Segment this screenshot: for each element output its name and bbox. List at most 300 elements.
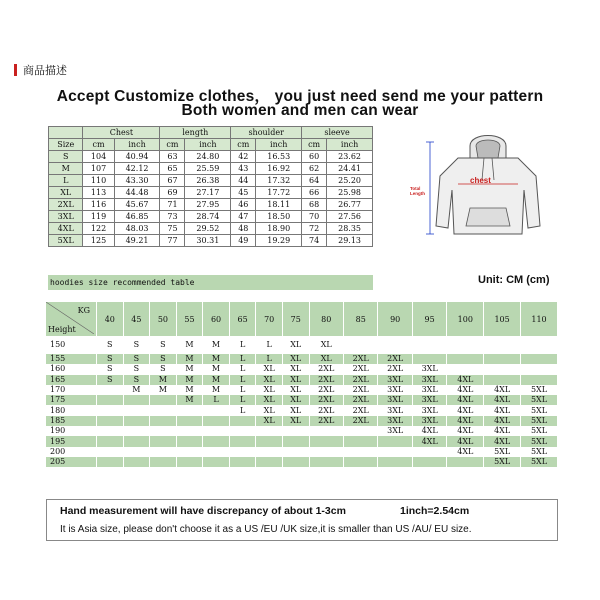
recommended-size-cell: 4XL	[484, 416, 521, 426]
height-cell: 175	[46, 395, 97, 405]
recommended-size-cell	[97, 416, 124, 426]
size-row	[49, 175, 373, 187]
recommended-size-cell: 3XL	[412, 385, 446, 395]
size-row	[49, 223, 373, 235]
recommended-size-cell	[521, 375, 558, 385]
recommended-size-cell	[229, 447, 256, 457]
recommended-size-cell	[203, 447, 230, 457]
recommended-size-cell: 4XL	[484, 405, 521, 415]
recommended-size-cell: M	[150, 375, 177, 385]
size-value-cell: 104	[83, 151, 114, 163]
recommended-size-cell: L	[229, 375, 256, 385]
recommended-size-cell	[203, 436, 230, 446]
size-value-cell: 48.03	[114, 223, 160, 235]
size-value-cell: 25.20	[327, 175, 373, 187]
size-group-header: length	[160, 127, 231, 139]
recommended-size-cell	[123, 395, 150, 405]
recommended-size-cell: XL	[282, 364, 309, 374]
recommended-size-cell	[150, 395, 177, 405]
recommended-size-cell	[150, 426, 177, 436]
recommended-size-cell: 2XL	[343, 354, 377, 364]
recommended-size-cell	[484, 375, 521, 385]
size-value-cell: 28.74	[185, 211, 231, 223]
size-row	[49, 151, 373, 163]
recommended-size-cell	[97, 426, 124, 436]
recommended-size-cell	[123, 426, 150, 436]
recommended-row	[46, 447, 558, 457]
size-chart-table	[48, 126, 373, 247]
recommended-row	[46, 395, 558, 405]
recommended-size-cell: M	[203, 375, 230, 385]
recommended-size-cell: L	[229, 385, 256, 395]
recommended-size-cell	[343, 436, 377, 446]
size-value-cell: 116	[83, 199, 114, 211]
recommended-size-cell	[97, 457, 124, 467]
size-value-cell: 26.38	[185, 175, 231, 187]
recommended-size-cell: 5XL	[521, 457, 558, 467]
height-cell: 205	[46, 457, 97, 467]
recommended-size-cell: L	[229, 395, 256, 405]
recommended-size-cell: 4XL	[447, 375, 484, 385]
recommended-size-cell: 5XL	[484, 447, 521, 457]
recommended-size-cell: XL	[256, 385, 283, 395]
recommended-size-cell	[176, 447, 203, 457]
recommended-size-cell	[150, 436, 177, 446]
recommended-size-cell	[256, 436, 283, 446]
height-cell: 155	[46, 354, 97, 364]
recommended-size-cell: 5XL	[521, 405, 558, 415]
recommended-size-cell	[203, 426, 230, 436]
unit-header: inch	[185, 139, 231, 151]
size-value-cell: 46	[231, 199, 256, 211]
recommended-size-cell: S	[97, 336, 124, 354]
recommended-size-cell	[123, 457, 150, 467]
recommended-size-cell	[447, 354, 484, 364]
recommended-size-cell: XL	[309, 336, 343, 354]
recommended-size-cell	[150, 447, 177, 457]
recommended-row	[46, 354, 558, 364]
weight-header: 60	[203, 302, 230, 336]
headline-customize: Accept Customize clothes， you just need send me your pattern	[56, 88, 544, 105]
unit-header: inch	[327, 139, 373, 151]
recommended-size-cell	[282, 426, 309, 436]
recommended-size-cell	[521, 364, 558, 374]
recommended-size-cell: XL	[256, 395, 283, 405]
recommended-size-cell	[203, 416, 230, 426]
recommended-size-cell	[229, 426, 256, 436]
size-row	[49, 163, 373, 175]
recommended-size-cell	[484, 336, 521, 354]
recommended-size-cell	[378, 436, 412, 446]
recommended-size-cell: 5XL	[521, 436, 558, 446]
recommended-size-cell	[229, 416, 256, 426]
recommended-size-cell: 3XL	[412, 364, 446, 374]
recommended-size-cell: 3XL	[378, 416, 412, 426]
size-row	[49, 235, 373, 247]
size-value-cell: 25.98	[327, 187, 373, 199]
recommended-size-cell: L	[229, 354, 256, 364]
size-value-cell: 24.41	[327, 163, 373, 175]
height-cell: 195	[46, 436, 97, 446]
recommended-size-cell	[378, 457, 412, 467]
recommended-size-cell: 2XL	[309, 395, 343, 405]
unit-label: Unit: CM (cm)	[478, 274, 550, 286]
recommended-size-cell: M	[203, 336, 230, 354]
recommended-size-cell	[256, 426, 283, 436]
recommended-size-cell	[521, 336, 558, 354]
size-value-cell: 17.32	[256, 175, 302, 187]
recommended-size-cell	[176, 405, 203, 415]
weight-header: 40	[97, 302, 124, 336]
recommended-row	[46, 405, 558, 415]
size-value-cell: 26.77	[327, 199, 373, 211]
recommended-size-cell: 3XL	[378, 395, 412, 405]
size-label-cell: 4XL	[49, 223, 83, 235]
recommended-table-header	[46, 302, 558, 336]
recommended-size-cell: XL	[282, 385, 309, 395]
recommended-size-cell	[176, 416, 203, 426]
recommended-size-cell: 4XL	[412, 436, 446, 446]
weight-header: 75	[282, 302, 309, 336]
section-tag-label: 商品描述	[23, 65, 67, 77]
weight-header: 110	[521, 302, 558, 336]
recommended-size-cell	[97, 385, 124, 395]
size-value-cell: 27.95	[185, 199, 231, 211]
weight-header: 105	[484, 302, 521, 336]
size-value-cell: 43.30	[114, 175, 160, 187]
size-value-cell: 71	[160, 199, 185, 211]
recommended-size-cell: XL	[282, 336, 309, 354]
recommended-size-cell	[447, 364, 484, 374]
recommended-size-cell: 4XL	[447, 395, 484, 405]
recommended-size-cell	[282, 447, 309, 457]
recommended-size-cell	[309, 457, 343, 467]
size-value-cell: 18.90	[256, 223, 302, 235]
unit-header: cm	[160, 139, 185, 151]
recommended-size-cell: XL	[282, 395, 309, 405]
recommended-size-cell: 4XL	[447, 416, 484, 426]
recommended-size-cell: 3XL	[378, 385, 412, 395]
recommended-size-cell	[484, 354, 521, 364]
size-value-cell: 119	[83, 211, 114, 223]
recommended-size-cell	[412, 447, 446, 457]
size-value-cell: 16.92	[256, 163, 302, 175]
recommended-size-cell	[176, 436, 203, 446]
recommended-size-cell	[282, 457, 309, 467]
size-value-cell: 18.50	[256, 211, 302, 223]
size-value-cell: 43	[231, 163, 256, 175]
size-value-cell: 65	[160, 163, 185, 175]
recommended-size-cell: L	[229, 405, 256, 415]
recommended-size-cell	[282, 436, 309, 446]
size-value-cell: 27.17	[185, 187, 231, 199]
recommended-size-cell	[256, 457, 283, 467]
recommended-size-cell: XL	[309, 354, 343, 364]
recommended-size-cell: 4XL	[484, 395, 521, 405]
length-label: Total Length	[410, 186, 425, 196]
recommended-size-cell: 5XL	[521, 385, 558, 395]
recommended-size-cell: L	[229, 364, 256, 374]
recommended-size-cell	[378, 336, 412, 354]
recommended-size-cell: S	[97, 354, 124, 364]
recommended-size-cell: XL	[282, 405, 309, 415]
recommended-size-cell	[150, 457, 177, 467]
recommended-size-cell	[97, 405, 124, 415]
recommended-size-cell	[412, 354, 446, 364]
size-value-cell: 48	[231, 223, 256, 235]
recommended-size-cell: M	[176, 395, 203, 405]
recommended-size-cell: 2XL	[343, 405, 377, 415]
recommended-size-cell: M	[176, 354, 203, 364]
size-row	[49, 211, 373, 223]
size-value-cell: 49.21	[114, 235, 160, 247]
weight-header: 80	[309, 302, 343, 336]
recommended-size-cell: 2XL	[343, 385, 377, 395]
recommended-row	[46, 375, 558, 385]
size-value-cell: 60	[302, 151, 327, 163]
weight-header: 85	[343, 302, 377, 336]
recommended-size-cell: M	[176, 385, 203, 395]
recommended-size-cell	[309, 426, 343, 436]
recommended-size-cell: 5XL	[521, 395, 558, 405]
size-value-cell: 47	[231, 211, 256, 223]
size-value-cell: 75	[160, 223, 185, 235]
recommended-size-cell: XL	[256, 364, 283, 374]
recommended-size-cell: 3XL	[412, 395, 446, 405]
recommended-size-cell	[447, 457, 484, 467]
recommended-size-cell: 2XL	[343, 375, 377, 385]
size-value-cell: 18.11	[256, 199, 302, 211]
size-value-cell: 28.35	[327, 223, 373, 235]
size-value-cell: 40.94	[114, 151, 160, 163]
size-group-header: Chest	[83, 127, 160, 139]
recommended-size-cell: S	[150, 354, 177, 364]
weight-header: 100	[447, 302, 484, 336]
recommended-size-cell	[123, 405, 150, 415]
measurement-note: Hand measurement will have discrepancy of about 1-3cm	[60, 505, 346, 517]
recommended-size-cell	[123, 447, 150, 457]
recommended-size-cell	[343, 336, 377, 354]
recommended-size-cell	[343, 447, 377, 457]
height-cell: 190	[46, 426, 97, 436]
recommended-size-cell	[150, 416, 177, 426]
recommended-size-cell: 4XL	[484, 426, 521, 436]
kg-label: KG	[77, 306, 90, 315]
recommended-size-table	[46, 302, 558, 467]
recommended-size-cell: 5XL	[521, 416, 558, 426]
recommended-size-cell	[309, 447, 343, 457]
recommended-size-cell: 2XL	[309, 375, 343, 385]
size-value-cell: 44	[231, 175, 256, 187]
size-value-cell: 77	[160, 235, 185, 247]
recommended-size-cell: 4XL	[447, 426, 484, 436]
recommended-size-cell: S	[150, 364, 177, 374]
recommended-size-cell	[203, 405, 230, 415]
recommended-size-cell	[412, 457, 446, 467]
recommended-size-cell: 3XL	[378, 375, 412, 385]
recommended-size-cell	[412, 336, 446, 354]
recommended-size-cell	[484, 364, 521, 374]
recommended-size-cell: M	[176, 364, 203, 374]
headline-unisex: Both women and men can wear	[181, 102, 419, 119]
recommended-size-cell: 3XL	[412, 405, 446, 415]
unit-header: cm	[302, 139, 327, 151]
recommended-size-cell: 2XL	[343, 395, 377, 405]
recommended-size-cell	[150, 405, 177, 415]
size-label-cell: 3XL	[49, 211, 83, 223]
unit-header: cm	[83, 139, 114, 151]
recommended-size-cell: L	[256, 354, 283, 364]
size-label-cell: XL	[49, 187, 83, 199]
recommended-size-cell: S	[150, 336, 177, 354]
recommended-size-cell	[343, 457, 377, 467]
recommended-size-cell: S	[97, 364, 124, 374]
recommended-table-caption: hoodies size recommended table	[48, 275, 373, 290]
size-value-cell: 42	[231, 151, 256, 163]
recommended-size-cell: 2XL	[309, 364, 343, 374]
recommended-size-cell: M	[203, 354, 230, 364]
recommended-size-cell: M	[176, 375, 203, 385]
recommended-size-cell: XL	[256, 375, 283, 385]
unit-header: inch	[256, 139, 302, 151]
height-cell: 165	[46, 375, 97, 385]
size-value-cell: 113	[83, 187, 114, 199]
hoodie-measurement-diagram	[410, 128, 558, 240]
recommended-size-cell	[203, 457, 230, 467]
recommended-size-cell	[97, 436, 124, 446]
size-value-cell: 27.56	[327, 211, 373, 223]
recommended-size-cell: 4XL	[447, 447, 484, 457]
size-value-cell: 29.52	[185, 223, 231, 235]
size-value-cell: 45	[231, 187, 256, 199]
recommended-row	[46, 426, 558, 436]
size-value-cell: 72	[302, 223, 327, 235]
recommended-size-cell	[176, 457, 203, 467]
size-label-cell: 2XL	[49, 199, 83, 211]
recommended-size-cell: 3XL	[412, 416, 446, 426]
size-label-cell: M	[49, 163, 83, 175]
size-label-cell: L	[49, 175, 83, 187]
size-value-cell: 62	[302, 163, 327, 175]
size-table-body	[49, 151, 373, 247]
recommended-size-cell: XL	[282, 375, 309, 385]
recommended-size-cell: XL	[256, 405, 283, 415]
recommended-size-cell: M	[176, 336, 203, 354]
chest-label: chest	[470, 176, 491, 185]
size-value-cell: 66	[302, 187, 327, 199]
height-cell: 150	[46, 336, 97, 354]
recommended-row	[46, 364, 558, 374]
recommended-size-cell: 4XL	[412, 426, 446, 436]
recommended-size-cell: 3XL	[378, 426, 412, 436]
size-row	[49, 187, 373, 199]
unit-header: cm	[231, 139, 256, 151]
recommended-size-cell: S	[97, 375, 124, 385]
size-value-cell: 64	[302, 175, 327, 187]
recommended-size-cell: M	[203, 385, 230, 395]
recommended-size-cell	[123, 436, 150, 446]
recommended-size-cell: 2XL	[309, 405, 343, 415]
recommended-table-body	[46, 336, 558, 467]
size-column-header: Size	[49, 139, 83, 151]
recommended-size-cell: 2XL	[378, 364, 412, 374]
recommended-size-cell: S	[123, 336, 150, 354]
size-value-cell: 29.13	[327, 235, 373, 247]
size-value-cell: 30.31	[185, 235, 231, 247]
recommended-size-cell	[447, 336, 484, 354]
recommended-size-cell: S	[123, 375, 150, 385]
size-value-cell: 67	[160, 175, 185, 187]
size-value-cell: 125	[83, 235, 114, 247]
recommended-size-cell	[521, 354, 558, 364]
recommended-size-cell: L	[229, 336, 256, 354]
section-tag	[14, 62, 67, 78]
size-value-cell: 16.53	[256, 151, 302, 163]
weight-header: 70	[256, 302, 283, 336]
size-value-cell: 45.67	[114, 199, 160, 211]
size-value-cell: 110	[83, 175, 114, 187]
weight-header: 55	[176, 302, 203, 336]
recommended-size-cell: 5XL	[484, 457, 521, 467]
height-cell: 160	[46, 364, 97, 374]
size-label-cell: S	[49, 151, 83, 163]
recommended-size-cell: L	[256, 336, 283, 354]
height-cell: 180	[46, 405, 97, 415]
recommended-size-cell: M	[123, 385, 150, 395]
size-group-header: shoulder	[231, 127, 302, 139]
size-value-cell: 19.29	[256, 235, 302, 247]
size-value-cell: 24.80	[185, 151, 231, 163]
height-cell: 170	[46, 385, 97, 395]
recommended-size-cell	[309, 436, 343, 446]
size-value-cell: 49	[231, 235, 256, 247]
size-value-cell: 122	[83, 223, 114, 235]
recommended-size-cell: 3XL	[412, 375, 446, 385]
recommended-size-cell: S	[123, 354, 150, 364]
size-group-header: sleeve	[302, 127, 373, 139]
recommended-size-cell	[97, 395, 124, 405]
recommended-size-cell: 4XL	[447, 405, 484, 415]
recommended-size-cell: 2XL	[378, 354, 412, 364]
inch-conversion-note: 1inch=2.54cm	[400, 505, 470, 517]
weight-header: 50	[150, 302, 177, 336]
height-cell: 185	[46, 416, 97, 426]
size-value-cell: 42.12	[114, 163, 160, 175]
size-value-cell: 107	[83, 163, 114, 175]
recommended-size-cell: L	[203, 395, 230, 405]
recommended-size-cell	[378, 447, 412, 457]
size-value-cell: 63	[160, 151, 185, 163]
recommended-size-cell: 2XL	[309, 416, 343, 426]
recommended-size-cell: 2XL	[309, 385, 343, 395]
recommended-size-cell: XL	[256, 416, 283, 426]
recommended-row	[46, 385, 558, 395]
recommended-row	[46, 336, 558, 354]
recommended-size-cell: 2XL	[343, 416, 377, 426]
unit-header: inch	[114, 139, 160, 151]
recommended-size-cell: XL	[282, 354, 309, 364]
recommended-size-cell: XL	[282, 416, 309, 426]
recommended-row	[46, 457, 558, 467]
recommended-row	[46, 416, 558, 426]
size-value-cell: 68	[302, 199, 327, 211]
tag-bar	[14, 64, 17, 76]
weight-header: 95	[412, 302, 446, 336]
size-value-cell: 69	[160, 187, 185, 199]
recommended-size-cell: 5XL	[521, 447, 558, 457]
height-label: Height	[48, 325, 76, 334]
size-value-cell: 17.72	[256, 187, 302, 199]
